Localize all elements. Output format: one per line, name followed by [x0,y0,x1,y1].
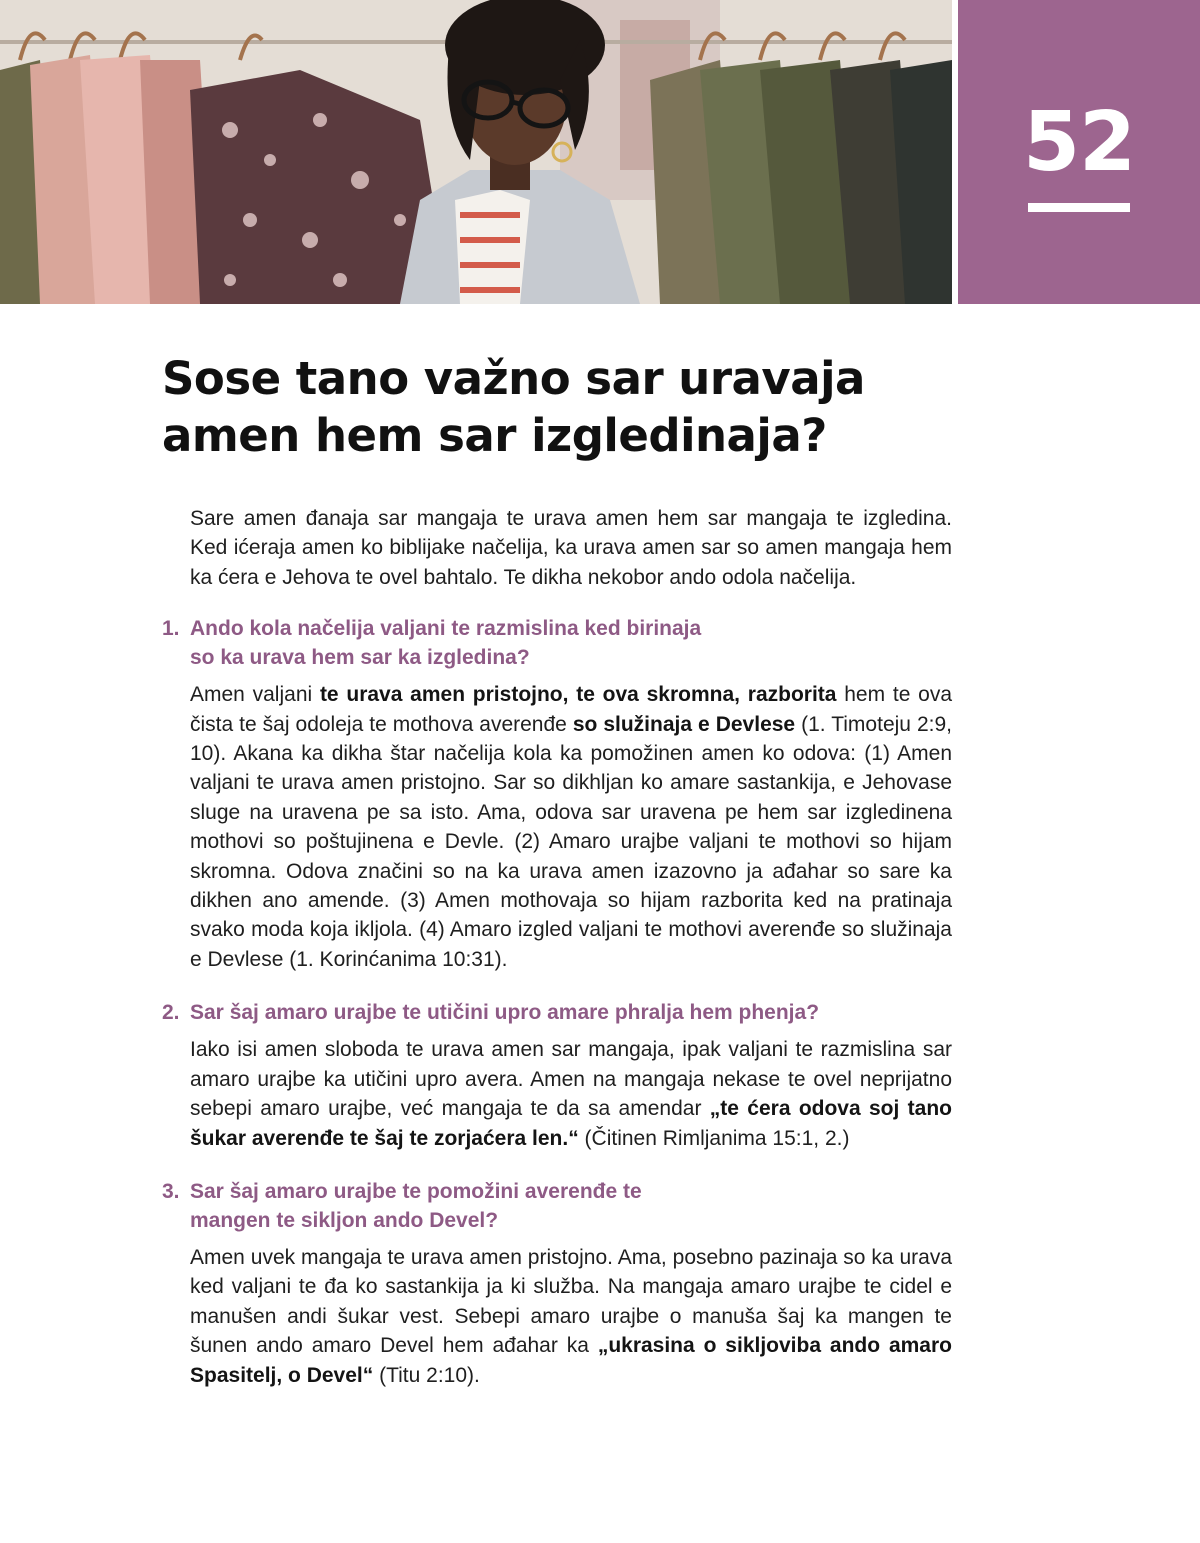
header-photo [0,0,952,304]
title-line-2: amen hem sar izgledinaja? [162,409,827,462]
question-1-text: Ando kola načelija valjani te razmislina ked birinaja so ka urava hem sar ka izgledina? [190,617,702,670]
lesson-number-rule [1028,203,1130,212]
answer-1-text: hem te ova čista te šaj odoleja te mothova averenđe [190,683,952,736]
answer-3 [190,1243,952,1390]
answer-3-text: (Titu 2:10). [373,1363,480,1387]
question-3-number: 3. [162,1179,180,1203]
question-3-text: Sar šaj amaro urajbe te pomožini averenđe te mangen te sikljon ando Devel? [190,1179,642,1232]
lesson-content [162,504,952,1414]
lesson-number-panel [958,0,1200,304]
question-2 [162,998,952,1027]
answer-3-text: Amen uvek mangaja te urava amen pristojno. Ama, posebno pazinaja so ka urava ked valjani te đa ko sastankija ja ki služba. Na mangaja amaro urajbe te cidel e manušen andi šukar vest. Sebepi amaro urajbe o manuša šaj ka mangen te šunen ando amaro Devel hem ađahar ka [190,1245,952,1358]
title-line-1: Sose tano važno sar uravaja [162,352,865,405]
clothing-store-photo [0,0,952,304]
answer-2-emphasis: „te ćera odova soj tano šukar averenđe te šaj te zorjaćera len.“ [190,1097,953,1150]
question-1-number: 1. [162,617,180,641]
answer-1-text: (1. Timoteju 2:9, 10). Akana ka dikha štar načelija kola ka pomožinen amen ko odova: (1) Amen valjani te urava amen pristojno. Sar so dikhljan ko amare sastankija, e Jehovase sluge na uravena pe sa isto. Ama, odova sar uravena pe hem sar izgledinena mothovi so poštujinena e Devle. (2) Amaro urajbe valjani te mothovi so hijam skromna. Odova značini so na ka urava amen izazovno ja ađahar so sare ka dikhen ano amende. (3) Amen mothovaja so hijam razborita ked na pratinaja svako moda koja ikljola. (4) Amaro izgled valjani te mothovi averenđe so služinaja e Devlese (1. Korinćanima 10:31). [190,712,952,971]
answer-3-emphasis: „ukrasina o sikljoviba ando amaro Spasitelj, o Devel“ [190,1334,952,1387]
question-2-text: Sar šaj amaro urajbe te utičini upro amare phralja hem phenja? [190,1001,820,1025]
header [0,0,1200,304]
question-3 [162,1177,952,1235]
answer-1-emphasis: te urava amen pristojno, te ova skromna, razborita [319,683,837,707]
answer-2-text: Iako isi amen sloboda te urava amen sar mangaja, ipak valjani te razmislina sar amaro urajbe ka utičini upro avera. Amen na mangaja nekase te ovel neprijatno sebepi amaro urajbe, već mangaja te da sa amendar [190,1038,952,1121]
answer-1-emphasis: so služinaja e Devlese [572,712,796,736]
question-2-number: 2. [162,1001,180,1025]
page-title [162,350,942,464]
question-1 [162,614,952,672]
intro-paragraph: Sare amen đanaja sar mangaja te urava amen hem sar mangaja te izgledina. Ked ićeraja amen ko biblijake načelija, ka urava amen sar so amen mangaja hem ka ćera e Jehova te ovel bahtalo. Te dikha nekobor ando odola načelija. [190,507,952,589]
answer-1 [190,680,952,974]
answer-1-text: Amen valjani [190,683,320,707]
answer-2 [190,1035,952,1153]
lesson-number: 52 [1022,95,1136,190]
answer-2-text: (Čitinen Rimljanima 15:1, 2.) [578,1126,850,1150]
